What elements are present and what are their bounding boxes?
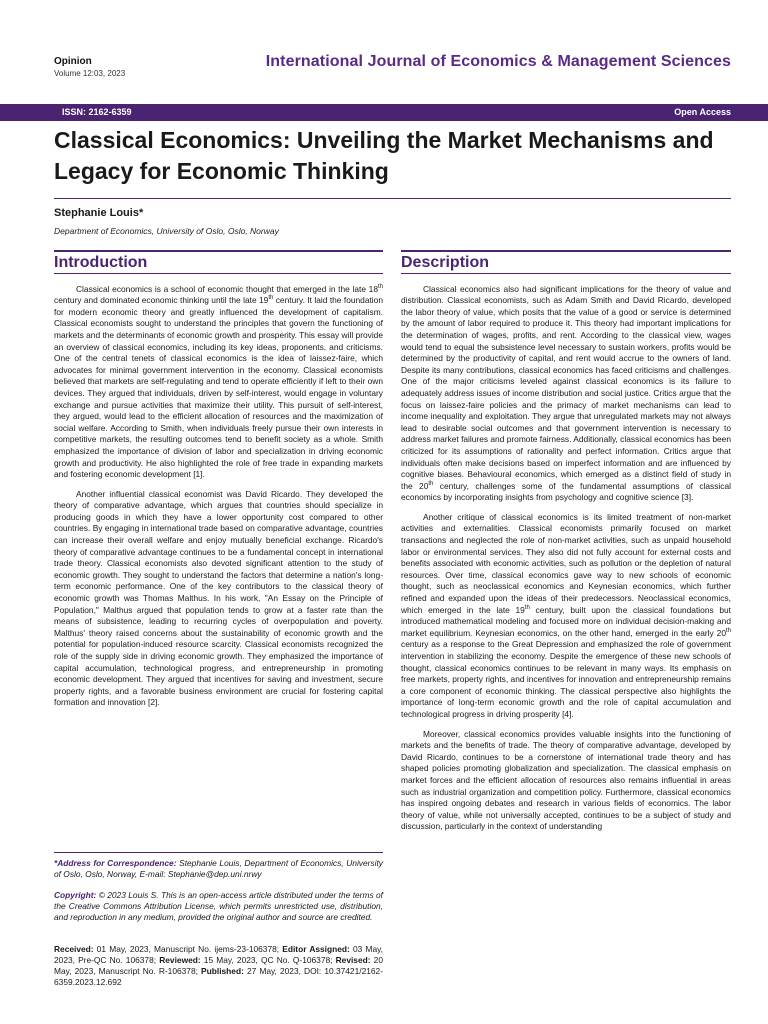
article-title: Classical Economics: Unveiling the Market Mechanisms and Legacy for Economic Thinking [54, 127, 714, 184]
issn-label: ISSN: 2162-6359 [62, 107, 132, 117]
volume-info: Volume 12:03, 2023 [54, 69, 126, 78]
introduction-paragraph-2: Another influential classical economist was David Ricardo. They developed the theory of comparative advantage, which argues that countries should specialize in producing goods in which they have a lower opportunity cost compared to other countries. By engaging in international trade based on comparative advantage, countries can increase their overall welfare and enjoy mutually beneficial exchange. Ricardo's theory of comparative advantage continues to be a fundamental concept in international trade theory. Classical economists also devoted significant attention to the study of economic growth. They sought to understand the factors that determine a nation's long-term economic performance. One of the key contributors to the classical theory of economic growth was Thomas Malthus. In his work, "An Essay on the Principle of Population," Malthus argued that population tends to grow at a faster rate than the means of subsistence, leading to recurring cycles of overpopulation and poverty. Malthus' theory raised concerns about the sustainability of economic growth and the potential for population-induced resource scarcity. Classical economists recognized the role of the supply side in driving economic growth. They emphasized the importance of capital accumulation, technological progress, and entrepreneurship in promoting economic development. They argued that incentives for saving and investment, secure property rights, and a favorable business environment are crucial for fostering capital formation and innovation [2]. [54, 488, 383, 708]
issn-bar [0, 104, 768, 121]
description-paragraph-3: Moreover, classical economics provides valuable insights into the functioning of markets and the benefits of trade. The theory of comparative advantage, developed by David Ricardo, continues to be a cornerstone of international trade theory and has shaped policies promoting globalization and specialization. The classical emphasis on market forces and the efficient allocation of resources also remains influential in areas such as industrial organization and competition policy. Furthermore, classical economics has inspired ongoing debates and research in various fields of economics. The labor theory of value, while not universally accepted, continues to be a subject of study and discussion, particularly in the context of understanding [401, 728, 731, 832]
title-divider [54, 198, 731, 199]
correspondence-note: *Address for Correspondence: Stephanie Louis, Department of Economics, University of Oslo, Oslo, Norway, E-mail: Stephanie@dep.uni.nrwy [54, 858, 383, 879]
section-divider-top [401, 250, 731, 252]
journal-title: International Journal of Economics & Management Sciences [265, 53, 731, 70]
publication-dates: Received: 01 May, 2023, Manuscript No. ijems-23-106378; Editor Assigned: 03 May, 2023, Pre-QC No. 106378; Reviewed: 15 May, 2023, QC No. Q-106378; Revised: 20 May, 2023, Manuscript No. R-106378; Published: 27 May, 2023, DOI: 10.37421/2162-6359.2023.12.692 [54, 944, 383, 987]
introduction-heading: Introduction [54, 254, 148, 271]
introduction-paragraph-1: Classical economics is a school of economic thought that emerged in the late 18th century and dominated economic thinking until the late 19th century. It laid the foundation for modern economic theory and greatly influenced the development of capitalism. Classical economists sought to understand the principles that govern the functioning of markets and the determinants of economic growth and prosperity. This essay will provide an overview of classical economics, including its key ideas, proponents, and criticisms. One of the central tenets of classical economics is the idea of laissez-faire, which advocates for minimal government intervention in the economy. Classical economists believed that markets are self-regulating and tend to operate efficiently if left to their own devices. They argued that individuals, driven by self-interest, would engage in voluntary exchange and pursue activities that maximize their utility. This pursuit of self-interest, they argued, would lead to the efficient allocation of resources and the maximization of social welfare. According to Smith, when individuals freely pursue their own interests in competitive markets, the resulting outcomes tend to benefit society as a whole. Smith emphasized the importance of division of labor and specialization in driving economic growth and productivity. He also highlighted the role of free trade in expanding markets and fostering economic development [1]. [54, 283, 383, 480]
copyright-note: Copyright: © 2023 Louis S. This is an open-access article distributed under the terms of the Creative Commons Attribution License, which permits unrestricted use, distribution, and reproduction in any medium, provided the original author and source are credited. [54, 890, 383, 922]
right-column [401, 250, 731, 841]
article-type: Opinion [54, 56, 92, 67]
open-access-label: Open Access [674, 107, 731, 117]
article-header-left [54, 56, 125, 78]
section-divider-bottom [401, 273, 731, 274]
footnote-divider [54, 852, 383, 853]
description-paragraph-1: Classical economics also had significant implications for the theory of value and distribution. Classical economists, such as Adam Smith and David Ricardo, developed the labor theory of value, which posits that the value of a good or service is determined by the amount of labor required to produce it. This theory had important implications for the determination of wages, profits, and rent. According to the classical view, wages would tend to equal the subsistence level necessary to sustain workers, profits would be determined by the productivity of capital, and rent would accrue to the owners of land. Despite its many contributions, classical economics has faced criticisms and challenges. One of the major criticisms leveled against classical economics is its failure to adequately address issues of income distribution and social justice. Critics argue that the focus on laissez-faire policies and the primacy of market mechanisms can lead to income inequality and exploitation. They argue that unregulated markets may not always lead to desirable social outcomes and that government intervention is necessary to address market failures and promote fairness. Additionally, classical economics has been criticized for its assumptions of rationality and perfect information. Critics argue that individuals often make decisions based on imperfect information and are influenced by cognitive biases. Behavioural economics, which emerged as a distinct field of study in the 20th century, challenges some of the fundamental assumptions of classical economics by incorporating insights from psychology and cognitive science [3]. [401, 283, 731, 503]
section-divider-top [54, 250, 383, 252]
description-paragraph-2: Another critique of classical economics is its limited treatment of non-market activities and externalities. Classical economists primarily focused on market transactions and neglected the role of non-market activities, such as unpaid household labor or environmental services. They also did not fully account for external costs and benefits associated with economic activities, such as pollution or the depletion of natural resources. Over time, classical economics gave way to new schools of economic thought, such as neoclassical economics and Keynesian economics, which further refined and expanded upon the ideas of their predecessors. Neoclassical economics, which emerged in the late 19th century, built upon the classical foundations but introduced mathematical modeling and focused more on individual decision-making and market equilibrium. Keynesian economics, on the other hand, emerged in the early 20th century as a response to the Great Depression and emphasized the role of government intervention in stabilizing the economy. Despite the emergence of these new schools of thought, classical economics continues to be relevant in many ways. Its emphasis on free markets, property rights, and incentives for innovation and entrepreneurship remains a core component of economic thinking. The classical perspective also highlights the importance of long-term economic growth and the role of capital accumulation and technological progress in driving prosperity [4]. [401, 511, 731, 719]
author-affiliation: Department of Economics, University of Oslo, Oslo, Norway [54, 226, 279, 236]
section-divider-bottom [54, 273, 383, 274]
author-name: Stephanie Louis* [54, 207, 144, 219]
left-column [54, 250, 383, 717]
description-heading: Description [401, 254, 490, 271]
